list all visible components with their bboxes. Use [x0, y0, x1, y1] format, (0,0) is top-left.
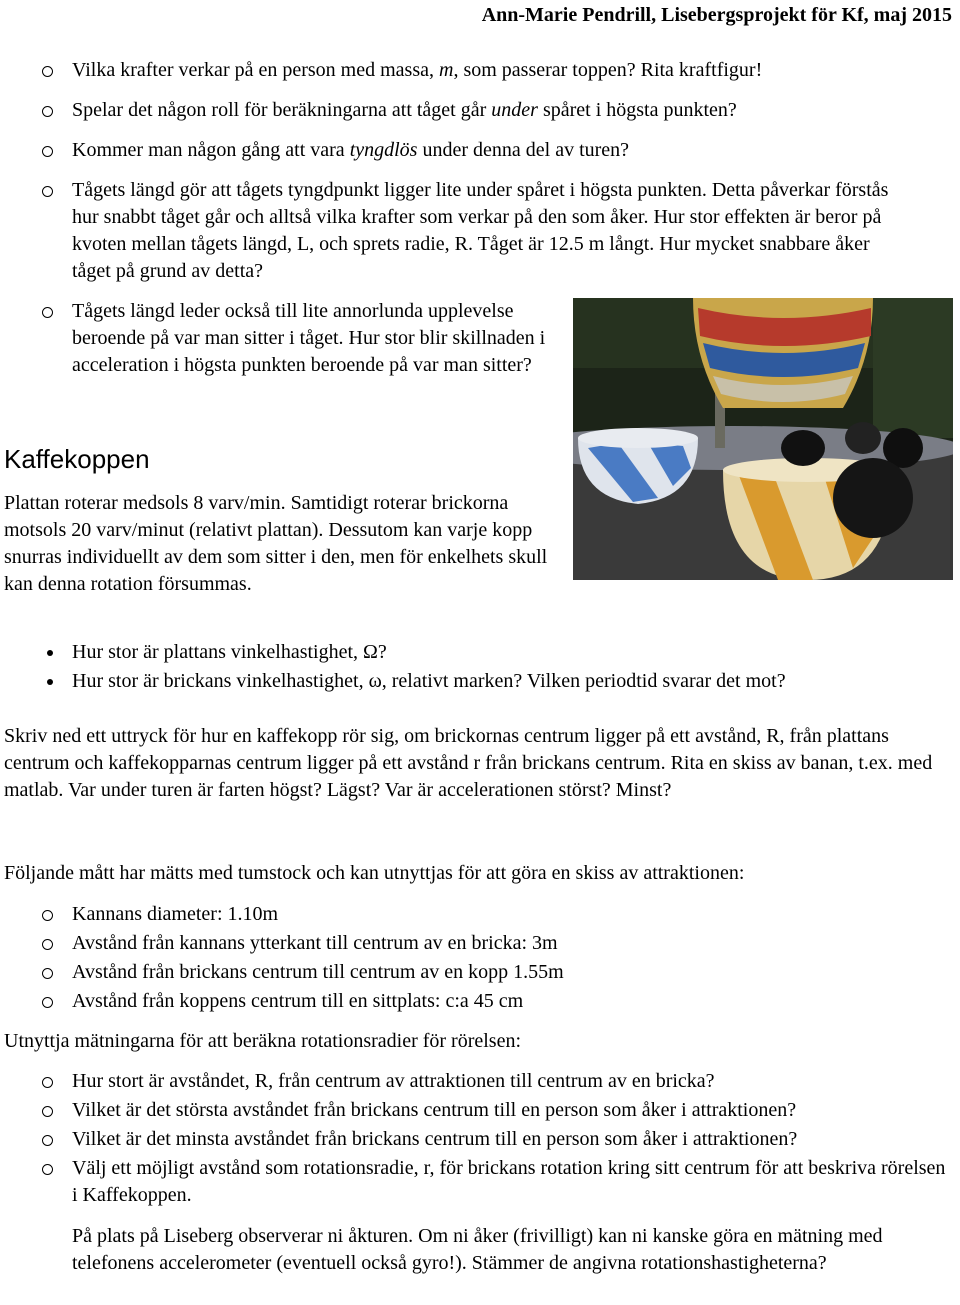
circle-bullet-icon: [42, 1106, 53, 1117]
item-text: Avstånd från kannans ytterkant till centrum av en bricka: 3m: [72, 932, 558, 954]
item-text: spåret i högsta punkten?: [537, 99, 737, 121]
circle-bullet-icon: [42, 307, 53, 318]
circle-bullet-icon: [42, 910, 53, 921]
list-item: [4, 1155, 949, 1209]
item-text: Välj ett möjligt avstånd som rotationsradie, r, för brickans rotation kring sitt centrum för att beskriva rörelsen i Kaffekoppen.: [72, 1157, 946, 1206]
item-text: Spelar det någon roll för beräkningarna att tåget går: [72, 99, 492, 121]
list-item: [4, 930, 904, 957]
item-text: Kommer man någon gång att vara: [72, 139, 350, 161]
list-item: [4, 901, 904, 928]
paragraph: Utnyttja mätningarna för att beräkna rotationsradier för rörelsen:: [4, 1030, 522, 1052]
list-item: [4, 639, 944, 666]
bullet-icon: [47, 650, 53, 656]
closing-paragraph: På plats på Liseberg observerar ni åkturen. Om ni åker (frivilligt) kan ni kanske göra en mätning med telefonens accelerometer (eventuell också gyro!). Stämmer de angivna rotationshastigheterna?: [72, 1225, 883, 1274]
circle-bullet-icon: [42, 186, 53, 197]
list-item: [4, 959, 904, 986]
paragraph: Följande mått har mätts med tumstock och kan utnyttjas för att göra en skiss av attraktionen:: [4, 862, 745, 884]
item-text: Vilka krafter verkar på en person med massa,: [72, 59, 439, 81]
list-item: [4, 137, 944, 164]
list-item: [4, 988, 904, 1015]
item-text: Avstånd från koppens centrum till en sittplats: c:a 45 cm: [72, 990, 524, 1012]
item-text: Kannans diameter: 1.10m: [72, 903, 279, 925]
item-text: Tågets längd gör att tågets tyngdpunkt ligger lite under spåret i högsta punkten. Detta påverkar förstås hur snabbt tåget går och alltså vilka krafter som verkar på den som åker. Hur stor effekten är beror på kvoten mellan tågets längd, L, och sprets radie, R. Tåget är 12.5 m långt. Hur mycket snabbare åker tåget på grund av detta?: [72, 179, 889, 282]
bullet-icon: [47, 679, 53, 685]
circle-bullet-icon: [42, 146, 53, 157]
item-text: Hur stor är brickans vinkelhastighet, ω, relativt marken? Vilken periodtid svarar det mot?: [72, 670, 786, 692]
list-item: [4, 57, 944, 84]
circle-bullet-icon: [42, 1164, 53, 1175]
circle-bullet-icon: [42, 1077, 53, 1088]
item-text: Hur stor är plattans vinkelhastighet, Ω?: [72, 641, 387, 663]
circle-bullet-icon: [42, 997, 53, 1008]
list-item: [4, 1097, 949, 1124]
item-emph: m: [438, 59, 454, 81]
item-text: Vilket är det minsta avståndet från brickans centrum till en person som åker i attraktionen?: [72, 1128, 798, 1150]
circle-bullet-icon: [42, 939, 53, 950]
circle-bullet-icon: [42, 106, 53, 117]
teacup-ride-photo: [573, 298, 953, 580]
intro-paragraph: Plattan roterar medsols 8 varv/min. Samtidigt roterar brickorna motsols 20 varv/minut (relativt plattan). Dessutom kan varje kopp snurras individuellt av dem som sitter i den, men för enkelhets skull kan denna rotation försummas.: [4, 492, 548, 595]
bullet-list: [4, 639, 944, 695]
item-text: Tågets längd leder också till lite annorlunda upplevelse beroende på var man sitter i tåget. Hur stor blir skillnaden i acceleration i högsta punkten beroende på var man sitter?: [72, 300, 546, 376]
item-text: Vilket är det största avståndet från brickans centrum till en person som åker i attraktionen?: [72, 1099, 797, 1121]
list-item: [4, 1126, 949, 1153]
circle-bullet-icon: [42, 968, 53, 979]
item-emph: tyngdlös: [349, 139, 418, 161]
measure-list: [4, 901, 904, 1015]
list-item: [4, 668, 944, 695]
list-item: [4, 97, 944, 124]
paragraph: Skriv ned ett uttryck för hur en kaffekopp rör sig, om brickornas centrum ligger på ett avstånd, R, från plattans centrum och kaffekopparnas centrum ligger på ett avstånd r från brickans centrum. Rita en skiss av banan, t.ex. med matlab. Var under turen är farten högst? Lägst? Var är accelerationen störst? Minst?: [4, 725, 933, 801]
rotation-question-list: [4, 1068, 949, 1209]
item-text: Avstånd från brickans centrum till centrum av en kopp 1.55m: [72, 961, 564, 983]
list-item: [4, 177, 902, 285]
list-item: [4, 298, 552, 379]
item-emph: under: [491, 99, 538, 121]
circle-bullet-icon: [42, 66, 53, 77]
item-text: , som passerar toppen? Rita kraftfigur!: [453, 59, 763, 81]
page-header: Ann-Marie Pendrill, Lisebergsprojekt för Kf, maj 2015: [481, 4, 952, 26]
item-text: Hur stort är avståndet, R, från centrum av attraktionen till centrum av en bricka?: [72, 1070, 715, 1092]
item-text: under denna del av turen?: [417, 139, 630, 161]
section-heading: Kaffekoppen: [4, 444, 150, 474]
list-item: [4, 1068, 949, 1095]
circle-bullet-icon: [42, 1135, 53, 1146]
